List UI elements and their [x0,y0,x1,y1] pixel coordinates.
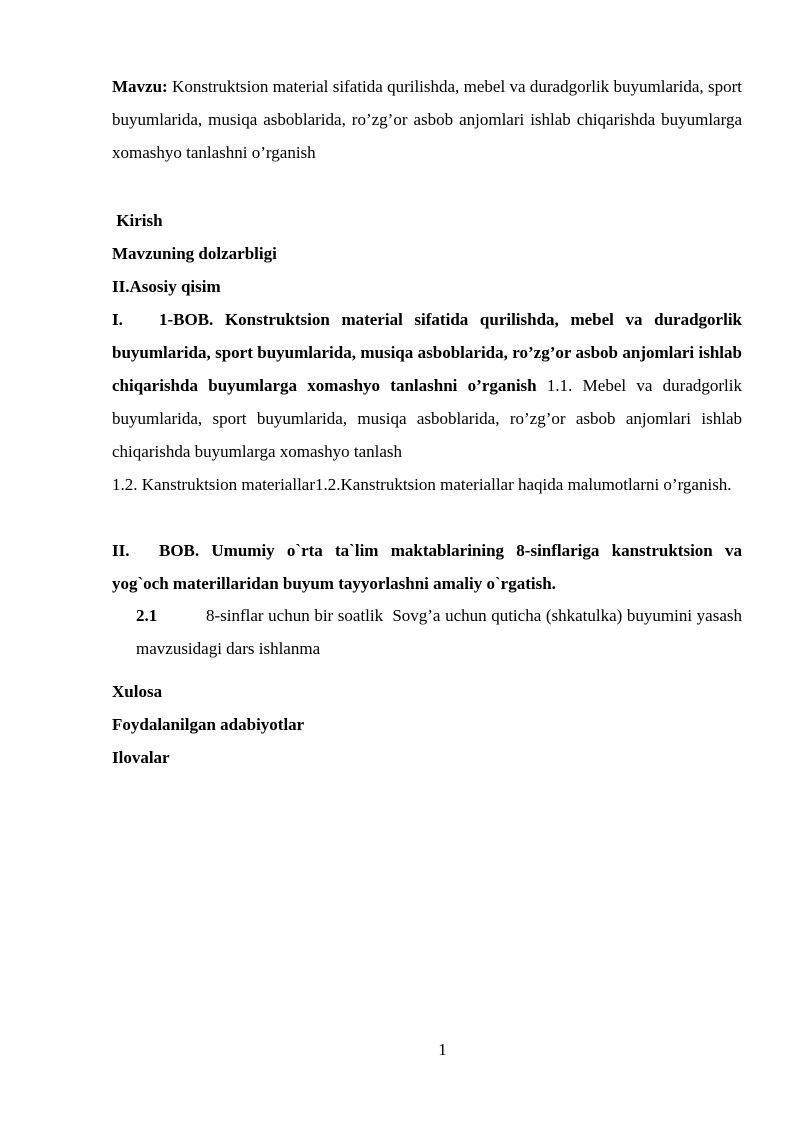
topic-label: Mavzu: [112,77,168,96]
toc-conclusion: Xulosa [112,682,163,701]
section-1-2: 1.2. Kanstruktsion materiallar1.2.Kanstruktsion materiallar haqida malumotlarni o’rganish. [112,475,732,494]
section-1-1: 1.1. Mebel va duradgorlik buyumlarida, sport buyumlarida, musiqa asboblarida, ro’zg’or asbob anjomlari ishlab chiqarishda buyumlarga xomashyo tanlash [112,376,742,461]
toc-main-part: II.Asosiy qisim [112,277,221,296]
toc-relevance: Mavzuning dolzarbligi [112,244,277,263]
toc-references: Foydalanilgan adabiyotlar [112,715,305,734]
chapter-1-title: 1-BOB. Konstruktsion material sifatida qurilishda, mebel va duradgorlik buyumlarida, sport buyumlarida, musiqa asboblarida, ro’zg’or asbob anjomlari ishlab chiqarishda buyumlarga xomashyo tanlashni o’rganish [112,310,742,395]
section-2-1 [136,599,747,665]
page-number: 1 [438,1040,447,1059]
toc-intro: Kirish [112,211,163,230]
chapter-1-number: I. [112,310,123,329]
chapter-2-number: II. [112,541,130,560]
toc-appendices: Ilovalar [112,748,170,767]
section-2-1-number: 2.1 [136,606,158,625]
topic-paragraph [112,70,742,169]
topic-text: Konstruktsion material sifatida qurilishda, mebel va duradgorlik buyumlarida, sport buyumlarida, musiqa asboblarida, ro’zg’or asbob anjomlari ishlab chiqarishda buyumlarga xomashyo tanlashni o’rganish [112,77,742,162]
toc-chapter-2 [112,534,742,600]
toc-chapter-1 [112,303,742,468]
chapter-2-title: BOB. Umumiy o`rta ta`lim maktablarining 8-sinflariga kanstruktsion va yog`och materillaridan buyum tayyorlashni amaliy o`rgatish. [112,541,742,593]
section-2-1-text: 8-sinflar uchun bir soatlik Sovg’a uchun quticha (shkatulka) buyumini yasash mavzusidagi dars ishlanma [136,606,747,658]
